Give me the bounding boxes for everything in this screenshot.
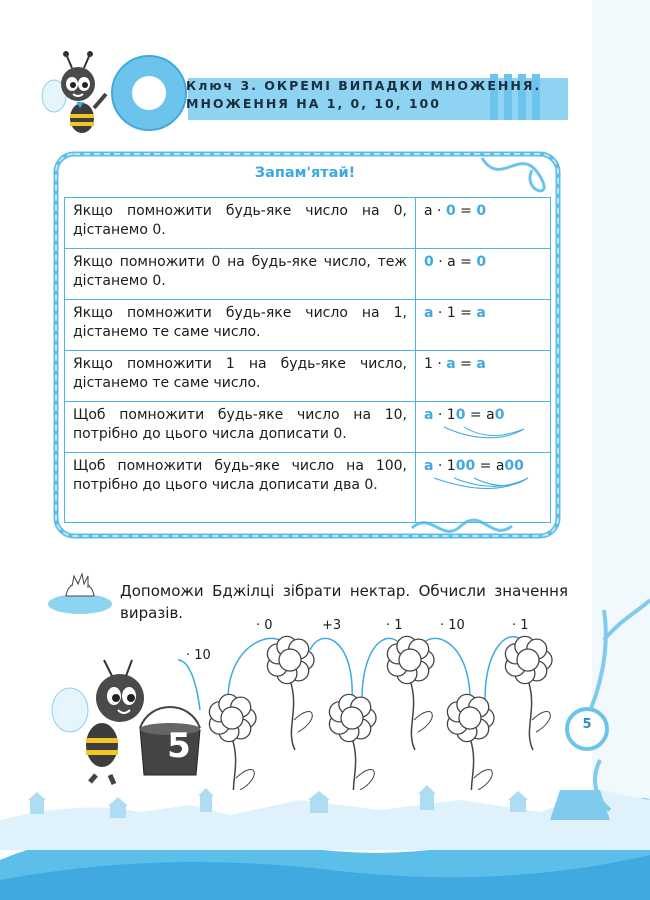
- rule-text: Щоб помножити будь-яке число на 10, потрібно до цього числа дописати 0.: [65, 402, 416, 453]
- rule-row: [65, 402, 551, 453]
- rule-formula: [416, 300, 551, 351]
- formula-part: ·: [432, 356, 447, 372]
- rule-text: Щоб помножити будь-яке число на 100, потрібно до цього числа дописати два 0.: [65, 453, 416, 523]
- formula-part: a: [447, 254, 456, 270]
- formula-part: = a: [465, 407, 495, 423]
- shift-arrows-icon: [424, 425, 534, 441]
- operation-label: +3: [322, 618, 342, 633]
- rule-formula: [416, 402, 551, 453]
- rules-table: [64, 197, 551, 523]
- remember-heading: Запам'ятай!: [254, 165, 356, 181]
- formula-part: a: [424, 458, 434, 474]
- formula-part: ·: [433, 254, 448, 270]
- formula-part: a: [424, 305, 434, 321]
- formula-part: a: [476, 356, 486, 372]
- rule-formula: [416, 249, 551, 300]
- task-text: Допоможи Бджілці зібрати нектар. Обчисли значення виразів.: [120, 582, 568, 622]
- rule-row: [65, 198, 551, 249]
- chapter-title-line2: МНОЖЕННЯ НА 1, 0, 10, 100: [186, 96, 441, 111]
- rule-row: [65, 351, 551, 402]
- formula-part: 1: [424, 356, 433, 372]
- flower-icon: [329, 694, 376, 790]
- rule-text: Якщо помножити будь-яке число на 1, дістанемо те саме число.: [65, 300, 416, 351]
- formula-part: = a: [475, 458, 505, 474]
- formula-part: 0: [476, 254, 487, 270]
- rule-formula: [416, 351, 551, 402]
- formula-part: =: [455, 305, 477, 321]
- shift-arrows-icon: [424, 476, 534, 492]
- rule-row: [65, 300, 551, 351]
- rule-row: [65, 249, 551, 300]
- flower-icon: [209, 694, 256, 790]
- formula-part: ·: [433, 305, 447, 321]
- rule-text: Якщо помножити 0 на будь-яке число, теж дістанемо 0.: [65, 249, 416, 300]
- rule-row: [65, 453, 551, 523]
- formula-part: · 1: [433, 458, 456, 474]
- formula-part: ·: [432, 203, 446, 219]
- formula-part: a: [476, 305, 486, 321]
- bucket-number: 5: [167, 726, 191, 766]
- chapter-title-line1: Ключ 3. ОКРЕМІ ВИПАДКИ МНОЖЕННЯ.: [186, 78, 542, 93]
- flower-icon: [387, 636, 434, 750]
- operation-label: · 10: [186, 648, 211, 663]
- formula-part: · 1: [433, 407, 456, 423]
- page-number: 5: [582, 717, 592, 732]
- formula-part: 00: [504, 458, 524, 474]
- flower-icon: [447, 694, 494, 790]
- operation-label: · 10: [440, 618, 465, 633]
- flower-path: [0, 600, 600, 790]
- formula-part: a: [424, 407, 434, 423]
- formula-part: 0: [476, 203, 487, 219]
- formula-part: =: [455, 203, 477, 219]
- formula-part: 0: [455, 407, 466, 423]
- formula-part: 1: [446, 305, 456, 321]
- formula-part: 0: [494, 407, 505, 423]
- formula-part: a: [424, 203, 433, 219]
- rule-formula: [416, 453, 551, 523]
- formula-part: 00: [455, 458, 476, 474]
- operation-label: · 1: [386, 618, 403, 633]
- flower-icon: [505, 636, 552, 750]
- operation-label: · 1: [512, 618, 529, 633]
- rule-text: Якщо помножити 1 на будь-яке число, дістанемо те саме число.: [65, 351, 416, 402]
- formula-part: =: [455, 356, 477, 372]
- formula-part: 0: [424, 254, 434, 270]
- rule-formula: [416, 198, 551, 249]
- operation-label: · 0: [256, 618, 273, 633]
- formula-part: a: [446, 356, 456, 372]
- bee-mascot-icon: [40, 48, 110, 138]
- formula-part: =: [455, 254, 477, 270]
- rule-text: Якщо помножити будь-яке число на 0, дістанемо 0.: [65, 198, 416, 249]
- formula-part: 0: [445, 203, 456, 219]
- flower-icon: [267, 636, 314, 750]
